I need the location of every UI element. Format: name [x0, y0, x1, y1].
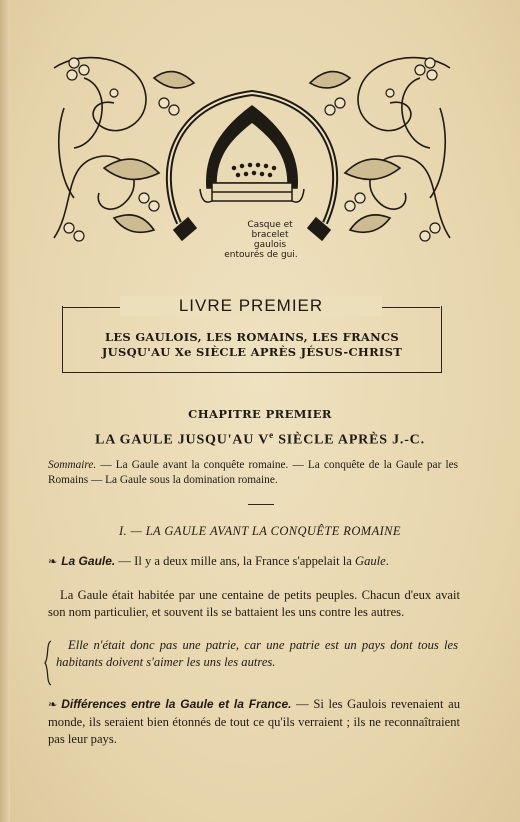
paragraph-peuples: La Gaule était habitée par une centaine de petits peuples. Chacun d'eux avait son nom particulier, et souvent ils se battaient les uns contre les autres. — [48, 588, 460, 619]
livre-title: LIVRE PREMIER — [120, 296, 382, 316]
paragraph-text: — Il y a deux mille ans, la France s'appelait la — [115, 554, 355, 568]
caption-line: bracelet — [251, 230, 289, 240]
caption-line: gaulois — [253, 240, 287, 250]
sommaire-text: — La Gaule avant la conquête romaine. — La conquête de la Gaule par les Romains — La Gaule sous la domination romaine. — [48, 459, 458, 486]
paragraph-text: — Si les Gaulois revenaient au monde, ils seraient bien étonnés de tout ce qu'ils verraient ; ils ne reconnaîtraient pas leur pays. — [48, 697, 460, 746]
chapter-title-part1: LA GAULE JUSQU'AU V — [95, 432, 270, 448]
vignette-caption — [206, 220, 316, 260]
paragraph-patrie: Elle n'était donc pas une patrie, car une patrie est un pays dont tous les habitants doivent s'aimer les uns les autres. — [56, 638, 458, 669]
chapter-label: CHAPITRE PREMIER — [188, 407, 332, 421]
fleuron-icon: ❧ — [48, 699, 58, 711]
chapter-title-sup: e — [269, 430, 274, 440]
fleuron-icon: ❧ — [48, 556, 58, 568]
paragraph-differences — [48, 696, 460, 748]
sommaire — [48, 458, 458, 488]
paragraph-italic: Gaule — [354, 554, 386, 568]
chapter-title — [0, 430, 520, 449]
section-title: I. — LA GAULE AVANT LA CONQUÊTE ROMAINE — [119, 524, 401, 538]
brace-mark — [44, 640, 52, 686]
livre-subtitle-line1: LES GAULOIS, LES ROMAINS, LES FRANCS — [104, 330, 400, 344]
paragraph-gaule — [48, 553, 460, 571]
livre-subtitle-line2: JUSQU'AU Xe SIÈCLE APRÈS JÉSUS-CHRIST — [101, 345, 403, 359]
gaulish-helmet — [200, 106, 304, 202]
section-divider — [248, 504, 274, 505]
caption-line: entourés de gui. — [224, 250, 298, 260]
caption-line: Casque et — [247, 220, 293, 230]
paragraph-lead: La Gaule. — [61, 554, 116, 568]
paragraph-end: . — [385, 554, 389, 568]
sommaire-label: Sommaire. — [48, 459, 97, 471]
paragraph-lead: Différences entre la Gaule et la France. — [61, 697, 292, 711]
chapter-title-part2: SIÈCLE APRÈS J.-C. — [273, 432, 425, 448]
